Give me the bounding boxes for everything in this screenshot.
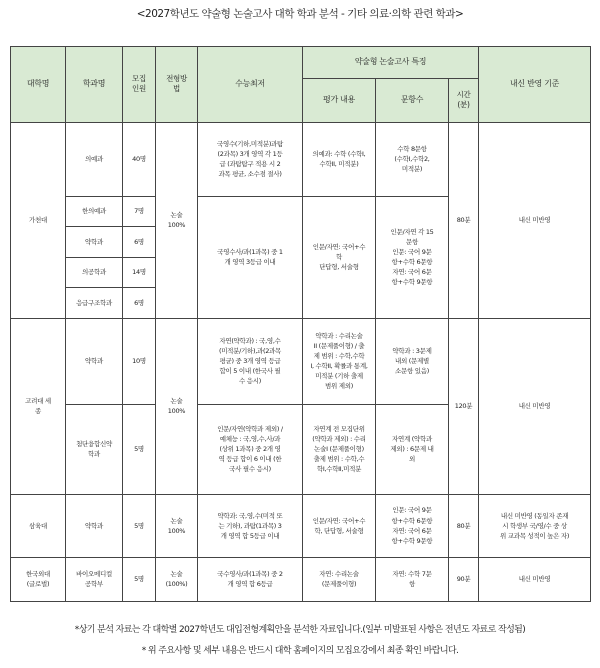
question-count-cell: 자연: 수학 7문 항 [376,557,449,601]
csat-min-cell: 자연(약학과) : 국,영,수 (미적분/기하),과(2과목 평균) 중 3개 영역 등급 합이 5 이내 (한국사 필 수 응시) [198,318,303,404]
analysis-table [10,46,591,602]
school-record-cell: 내신 미반영 [479,318,591,494]
quota-cell: 7명 [123,196,156,227]
quota-cell: 6명 [123,227,156,258]
time-cell: 90분 [449,557,479,601]
department-cell: 바이오메디컬 공학부 [66,557,123,601]
quota-cell: 5명 [123,405,156,495]
header-question-count: 문항수 [376,78,449,122]
eval-content-cell: 자연계 전 모집단위 (약학과 제외) : 수리 논술I (문제풀이형) 출제 범위 : 수학,수 학I,수학II,미적분 [303,405,376,495]
header-eval-content: 평가 내용 [303,78,376,122]
quota-cell: 5명 [123,494,156,557]
csat-min-cell: 인문/자연(약학과 제외) / 예체능 : 국,영,수,사/과 (상위 1과목) 중 2개 영 역 등급 합이 6 이내 (한 국사 필수 응시) [198,405,303,495]
method-cell: 논술 100% [156,122,198,318]
eval-content-cell: 인문/자연: 국어+수 학 단답형, 서술형 [303,196,376,318]
department-cell: 약학과 [66,227,123,258]
department-cell: 약학과 [66,494,123,557]
header-university: 대학명 [11,47,66,123]
header-time: 시간 (분) [449,78,479,122]
school-record-cell: 내신 미반영 (동일자 존재 시 학생부 국/영/수 중 상 위 교과목 성적이 높은 자) [479,494,591,557]
quota-cell: 6명 [123,288,156,319]
quota-cell: 40명 [123,122,156,196]
university-cell: 한국외대 (글로벌) [11,557,66,601]
footer-note-confirm: * 위 주요사항 및 세부 내용은 반드시 대학 홈페이지의 모집요강에서 최종 확인 바랍니다. [141,646,459,656]
eval-content-cell: 의예과: 수학 (수학I, 수학II, 미적분) [303,122,376,196]
department-cell: 한의예과 [66,196,123,227]
university-cell: 가천대 [11,122,66,318]
eval-content-cell: 인문/자연: 국어+수 학, 단답형, 서술형 [303,494,376,557]
question-count-cell: 수학 8문항 (수학I,수학2, 미적분) [376,122,449,196]
school-record-cell: 내신 미반영 [479,122,591,318]
csat-min-cell: 국영수(기하,미적분)과탐 (2과목) 3개 영역 각 1등 급 (과탐탐구 적용 시 2 과목 평균, 소수점 절사) [198,122,303,196]
header-quota: 모집 인원 [123,47,156,123]
department-cell: 응급구조학과 [66,288,123,319]
quota-cell: 10명 [123,318,156,404]
header-department: 학과명 [66,47,123,123]
method-cell: 논술 100% [156,318,198,494]
header-school-record: 내신 반영 기준 [479,47,591,123]
department-cell: 약학과 [66,318,123,404]
time-cell: 80분 [449,494,479,557]
header-csat-min: 수능최저 [198,47,303,123]
eval-content-cell: 약학과 : 수리논술 II (문제풀이형) / 출 제 범위 : 수학,수학 I, 수학II, 확률과 통계, 미적분 (기하 출제 범위 제외) [303,318,376,404]
csat-min-cell: 국수영사/과(1과목) 중 2 개 영역 합 6등급 [198,557,303,601]
question-count-cell: 약학과 : 3문제 내외 (문제별 소문항 있음) [376,318,449,404]
method-cell: 논술 100% [156,494,198,557]
question-count-cell: 인문: 국어 9문 항+수학 6문항 자연: 국어 6문 항+수학 9문항 [376,494,449,557]
csat-min-cell: 국영수사/과(1과목) 중 1 개 영역 3등급 이내 [198,196,303,318]
university-cell: 고려대 세 종 [11,318,66,494]
time-cell: 120분 [449,318,479,494]
footer-note-source: *상기 분석 자료는 각 대학별 2027학년도 대입전형계획안을 분석한 자료입니다.(일부 미발표된 사항은 전년도 자료로 작성됨) [74,625,526,635]
department-cell: 의예과 [66,122,123,196]
time-cell: 80분 [449,122,479,318]
question-count-cell: 인문/자연 각 15 문항 인문: 국어 9문 항+수학 6문항 자연: 국어 6문 항+수학 9문항 [376,196,449,318]
school-record-cell: 내신 미반영 [479,557,591,601]
quota-cell: 5명 [123,557,156,601]
page-title: <2027학년도 약술형 논술고사 대학 학과 분석 - 기타 의료·의학 관련 학과> [136,8,464,20]
header-essay-features: 약술형 논술고사 특징 [303,47,479,79]
department-cell: 첨단융합신약 학과 [66,405,123,495]
method-cell: 논술 (100%) [156,557,198,601]
department-cell: 의공학과 [66,257,123,288]
header-method: 전형방 법 [156,47,198,123]
eval-content-cell: 자연: 수리논술 (문제풀이형) [303,557,376,601]
quota-cell: 14명 [123,257,156,288]
university-cell: 삼육대 [11,494,66,557]
question-count-cell: 자연계 (약학과 제외) : 6문제 내 외 [376,405,449,495]
csat-min-cell: 약학과: 국,영,수(미적 또 는 기하), 과탐(1과목) 3 개 영역 합 5등급 이내 [198,494,303,557]
